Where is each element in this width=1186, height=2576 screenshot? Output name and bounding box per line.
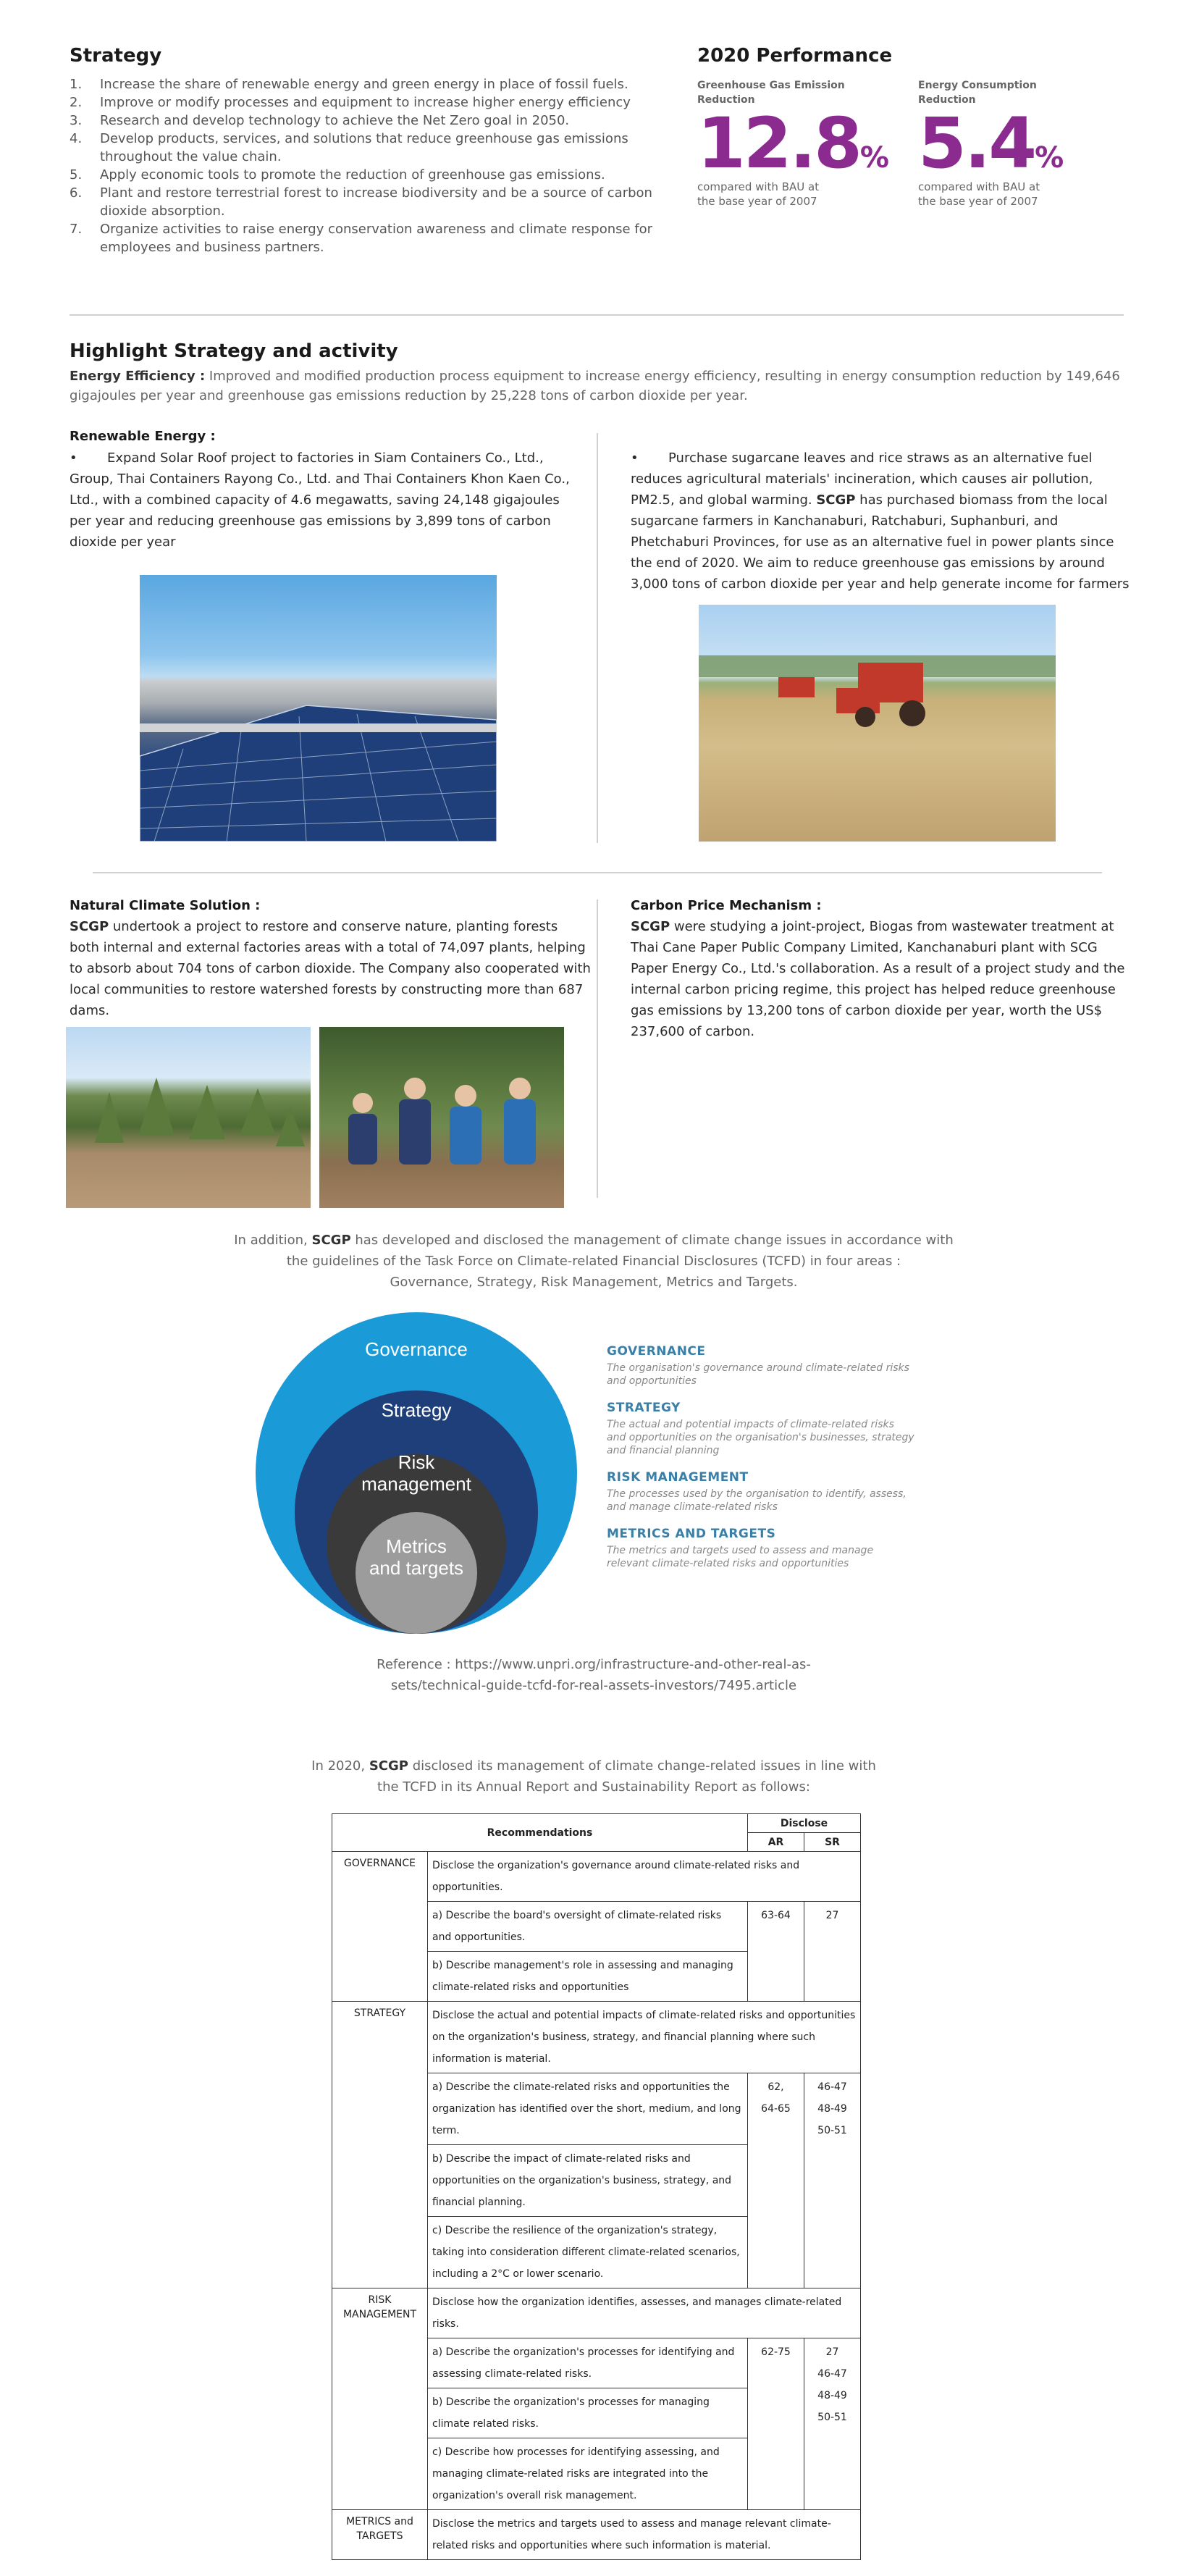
strategy-ring-label: Strategy — [381, 1399, 452, 1421]
bullet: • — [631, 450, 639, 466]
disclosure-intro-text: In 2020, — [311, 1758, 369, 1774]
reference-note — [217, 1654, 970, 1696]
tree-planting-photo — [319, 1027, 564, 1208]
legend-desc-line: and opportunities on the organisation's businesses, strategy — [607, 1432, 914, 1443]
harvester-illustration — [699, 605, 1056, 842]
tcfd-intro-line: Governance, Strategy, Risk Management, Metrics and Targets. — [390, 1275, 798, 1290]
governance-intro: Disclose the organization's governance around climate-related risks and opportunities. — [428, 1852, 861, 1902]
sr-page-line: 48-49 — [817, 2103, 847, 2115]
tcfd-legend — [607, 1344, 969, 1570]
strategy-heading: Strategy — [70, 45, 162, 67]
table-row — [332, 2288, 861, 2338]
item-number: 6. — [70, 185, 83, 201]
carbon-text: were studying a joint-project, Biogas from wastewater treatment at Thai Cane Paper Public Company Limited, Kanchanaburi plant with SCG Paper Energy Co., Ltd.'s collaboration. As a result of a project study and the internal carbon pricing regime, this project has helped reduce greenhouse gas emissions by 13,200 tons of carbon dioxide per year, worth the US$ 237,600 of carbon. — [631, 919, 1125, 1039]
energy-note: compared with BAU at the base year of 2007 — [918, 180, 1040, 208]
section-divider — [93, 872, 1102, 873]
legend-desc-line: The processes used by the organisation to identify, assess, — [607, 1488, 907, 1500]
energy-efficiency-label: Energy Efficiency : — [70, 369, 206, 384]
tcfd-intro-line — [145, 1230, 1043, 1251]
pine-trees-illustration — [66, 1027, 311, 1208]
sr-page-line: 46-47 — [817, 2081, 847, 2093]
legend-desc-line: The organisation's governance around climate-related risks — [607, 1362, 909, 1374]
energy-value: 5.4 — [918, 103, 1035, 184]
energy-performance-card — [918, 78, 1085, 209]
list-item — [70, 112, 656, 130]
strategy-a: a) Describe the climate-related risks and opportunities the organization has identified over the short, medium, and long term. — [428, 2073, 748, 2145]
risk-ring-label-2: management — [361, 1473, 471, 1495]
tcfd-rings-diagram — [253, 1311, 579, 1635]
category-cell — [332, 2288, 428, 2510]
carbon-paragraph — [631, 916, 1130, 1042]
ghg-performance-card — [697, 78, 889, 209]
list-item — [70, 220, 656, 256]
sr-pages — [804, 2073, 861, 2288]
table-header-row — [332, 1814, 861, 1833]
ar-page-line: 62, — [767, 2081, 784, 2093]
ar-page-line: 64-65 — [761, 2103, 791, 2115]
renewable-text: Expand Solar Roof project to factories in Siam Containers Co., Ltd., Group, Thai Containers Rayong Co., Ltd. and Thai Containers Khon Kaen Co., Ltd., with a combined capacity of 4.6 megawatts, saving 24,148 gigajoules per year and reducing greenhouse gas emissions by 3,899 tons of carbon dioxide per year — [70, 450, 570, 550]
ghg-label: Greenhouse Gas Emission Reduction — [697, 80, 845, 106]
highlight-heading: Highlight Strategy and activity — [70, 340, 398, 362]
brand-name: SCGP — [369, 1758, 408, 1774]
sr-page-line: 50-51 — [817, 2125, 847, 2136]
strategy-c: c) Describe the resilience of the organization's strategy, taking into consideration different climate-related scenarios, including a 2°C or lower scenario. — [428, 2217, 748, 2288]
table-row — [332, 2002, 861, 2073]
column-divider — [597, 899, 598, 1198]
list-item — [70, 184, 656, 220]
energy-unit: % — [1035, 141, 1064, 175]
header-recommendations: Recommendations — [332, 1814, 748, 1852]
list-item — [70, 166, 656, 184]
sr-pages — [804, 2338, 861, 2510]
tcfd-intro-text: In addition, — [234, 1233, 312, 1248]
item-text: Develop products, services, and solutions that reduce greenhouse gas emissions throughout the value chain. — [100, 131, 628, 164]
solar-roof-photo — [140, 575, 497, 842]
legend-label: STRATEGY — [607, 1401, 681, 1415]
legend-desc — [607, 1362, 969, 1388]
reference-line: sets/technical-guide-tcfd-for-real-assets-investors/7495.article — [390, 1678, 797, 1693]
metrics-intro: Disclose the metrics and targets used to assess and manage relevant climate-related risks and opportunities where such information is material. — [428, 2510, 861, 2560]
ghg-unit: % — [859, 141, 889, 175]
item-text: Organize activities to raise energy conservation awareness and climate response for employees and business partners. — [100, 222, 653, 255]
risk-c: c) Describe how processes for identifying assessing, and managing climate-related risks are integrated into the organization's overall risk management. — [428, 2438, 748, 2510]
natural-heading: Natural Climate Solution : — [70, 898, 261, 913]
biomass-text-b: has purchased biomass from the local sugarcane farmers in Kanchanaburi, Ratchaburi, Suphanburi, and Phetchaburi Provinces, for use as an alternative fuel in power plants since the end of 2020. We aim to reduce greenhouse gas emissions by around 3,000 tons of carbon dioxide per year and help generate income for farmers — [631, 492, 1130, 592]
category-line: METRICS and — [346, 2516, 413, 2527]
section-divider — [70, 314, 1124, 316]
item-text: Improve or modify processes and equipment to increase higher energy efficiency — [100, 95, 631, 110]
natural-text: undertook a project to restore and conserve nature, planting forests both internal and external factories areas with a total of 74,097 plants, helping to absorb about 704 tons of carbon dioxide. The Company also cooperated with local communities to restore watershed forests by constructing more than 687 dams. — [70, 919, 591, 1018]
table-row — [332, 1852, 861, 1902]
list-item — [70, 130, 656, 166]
legend-label: METRICS AND TARGETS — [607, 1527, 776, 1541]
bullet: • — [70, 450, 77, 466]
energy-efficiency-paragraph — [70, 366, 1134, 406]
brand-name: SCGP — [311, 1233, 351, 1248]
sr-page-line: 48-49 — [817, 2390, 847, 2401]
harvester-photo — [699, 605, 1056, 842]
sr-page-line: 46-47 — [817, 2368, 847, 2380]
brand-name: SCGP — [816, 492, 856, 508]
disclosure-intro — [217, 1755, 970, 1797]
forest-photo — [66, 1027, 311, 1208]
legend-strategy — [607, 1401, 969, 1457]
tcfd-disclosure-table — [332, 1813, 861, 2560]
ar-pages: 62-75 — [748, 2338, 804, 2510]
biomass-paragraph — [631, 448, 1130, 595]
header-ar: AR — [748, 1833, 804, 1852]
ghg-value: 12.8 — [697, 103, 860, 184]
legend-label: RISK MANAGEMENT — [607, 1470, 749, 1485]
natural-paragraph — [70, 916, 591, 1021]
legend-label: GOVERNANCE — [607, 1344, 706, 1359]
ar-pages — [748, 2073, 804, 2288]
metrics-ring-label: Metrics — [386, 1535, 447, 1557]
tcfd-intro-text: has developed and disclosed the management of climate change issues in accordance with — [350, 1233, 954, 1248]
risk-a: a) Describe the organization's processes for identifying and assessing climate-related risks. — [428, 2338, 748, 2388]
governance-a: a) Describe the board's oversight of climate-related risks and opportunities. — [428, 1902, 748, 1952]
risk-b: b) Describe the organization's processes for managing climate related risks. — [428, 2388, 748, 2438]
item-text: Research and develop technology to achieve the Net Zero goal in 2050. — [100, 113, 570, 128]
strategy-intro: Disclose the actual and potential impacts of climate-related risks and opportunities on the organization's business, strategy, and financial planning where such information is material. — [428, 2002, 861, 2073]
energy-efficiency-text: Improved and modified production process equipment to increase energy efficiency, resulting in energy consumption reduction by 149,646 gigajoules per year and greenhouse gas emissions reduction by 25,228 tons of carbon dioxide per year. — [70, 369, 1120, 403]
energy-value-block — [918, 103, 1085, 184]
carbon-heading: Carbon Price Mechanism : — [631, 898, 822, 913]
legend-metrics-targets — [607, 1527, 969, 1570]
sr-pages: 27 — [804, 1902, 861, 2002]
header-disclose: Disclose — [748, 1814, 861, 1833]
brand-name: SCGP — [631, 919, 670, 934]
tcfd-intro-line: the guidelines of the Task Force on Climate-related Financial Disclosures (TCFD) in four areas : — [286, 1254, 901, 1269]
category-cell — [332, 2510, 428, 2560]
risk-intro: Disclose how the organization identifies, assesses, and manages climate-related risks. — [428, 2288, 861, 2338]
item-number: 4. — [70, 131, 83, 146]
legend-desc-line: The metrics and targets used to assess and manage — [607, 1545, 874, 1556]
legend-desc-line: relevant climate-related risks and opportunities — [607, 1558, 849, 1569]
renewable-paragraph — [70, 448, 576, 553]
tcfd-intro — [145, 1230, 1043, 1293]
renewable-heading: Renewable Energy : — [70, 429, 216, 444]
performance-heading: 2020 Performance — [697, 45, 893, 67]
legend-desc — [607, 1418, 969, 1457]
category-cell: GOVERNANCE — [332, 1852, 428, 2002]
item-number: 2. — [70, 95, 83, 110]
risk-ring-label: Risk — [398, 1451, 435, 1473]
disclosure-intro-line — [217, 1755, 970, 1776]
item-text: Increase the share of renewable energy and green energy in place of fossil fuels. — [100, 77, 628, 92]
governance-b: b) Describe management's role in assessing and managing climate-related risks and opportunities — [428, 1952, 748, 2002]
list-item — [70, 93, 656, 112]
strategy-b: b) Describe the impact of climate-related risks and opportunities on the organization's business, strategy, and financial planning. — [428, 2145, 748, 2217]
item-text: Apply economic tools to promote the reduction of greenhouse gas emissions. — [100, 167, 605, 182]
solar-panels-illustration — [140, 575, 497, 842]
legend-desc-line: and manage climate-related risks — [607, 1501, 778, 1513]
item-number: 7. — [70, 222, 83, 237]
ghg-note: compared with BAU at the base year of 2007 — [697, 180, 820, 208]
brand-name: SCGP — [70, 919, 109, 934]
item-number: 5. — [70, 167, 83, 182]
legend-desc — [607, 1488, 969, 1514]
header-sr: SR — [804, 1833, 861, 1852]
list-item — [70, 75, 656, 93]
biomass-text-a: Purchase sugarcane leaves and rice straws as an alternative fuel reduces agricultural materials' incineration, which causes air pollution, PM2.5, and global warming. — [631, 450, 1093, 508]
legend-desc-line: and financial planning — [607, 1445, 720, 1456]
reference-line: Reference : https://www.unpri.org/infrastructure-and-other-real-as- — [377, 1657, 811, 1672]
legend-desc — [607, 1544, 969, 1570]
category-line: MANAGEMENT — [342, 2309, 417, 2320]
ghg-value-block — [697, 103, 889, 184]
legend-desc-line: The actual and potential impacts of climate-related risks — [607, 1419, 894, 1430]
legend-governance — [607, 1344, 969, 1388]
governance-ring-label: Governance — [365, 1338, 468, 1360]
category-line: RISK — [368, 2294, 392, 2306]
sr-page-line: 27 — [825, 2346, 839, 2358]
item-number: 1. — [70, 77, 83, 92]
column-divider — [597, 433, 598, 843]
category-cell: STRATEGY — [332, 2002, 428, 2288]
disclosure-intro-text: disclosed its management of climate change-related issues in line with — [408, 1758, 876, 1774]
item-text: Plant and restore terrestrial forest to increase biodiversity and be a source of carbon dioxide absorption. — [100, 185, 652, 219]
strategy-list — [70, 75, 656, 256]
legend-risk-management — [607, 1470, 969, 1514]
ar-pages: 63-64 — [748, 1902, 804, 2002]
item-number: 3. — [70, 113, 83, 128]
disclosure-intro-line: the TCFD in its Annual Report and Sustainability Report as follows: — [377, 1779, 810, 1795]
legend-desc-line: and opportunities — [607, 1375, 697, 1387]
category-line: TARGETS — [356, 2530, 403, 2542]
metrics-ring-label-2: and targets — [369, 1557, 464, 1579]
table-row — [332, 2510, 861, 2560]
energy-label: Energy Consumption Reduction — [918, 80, 1037, 106]
people-illustration — [319, 1027, 564, 1208]
sr-page-line: 50-51 — [817, 2412, 847, 2423]
